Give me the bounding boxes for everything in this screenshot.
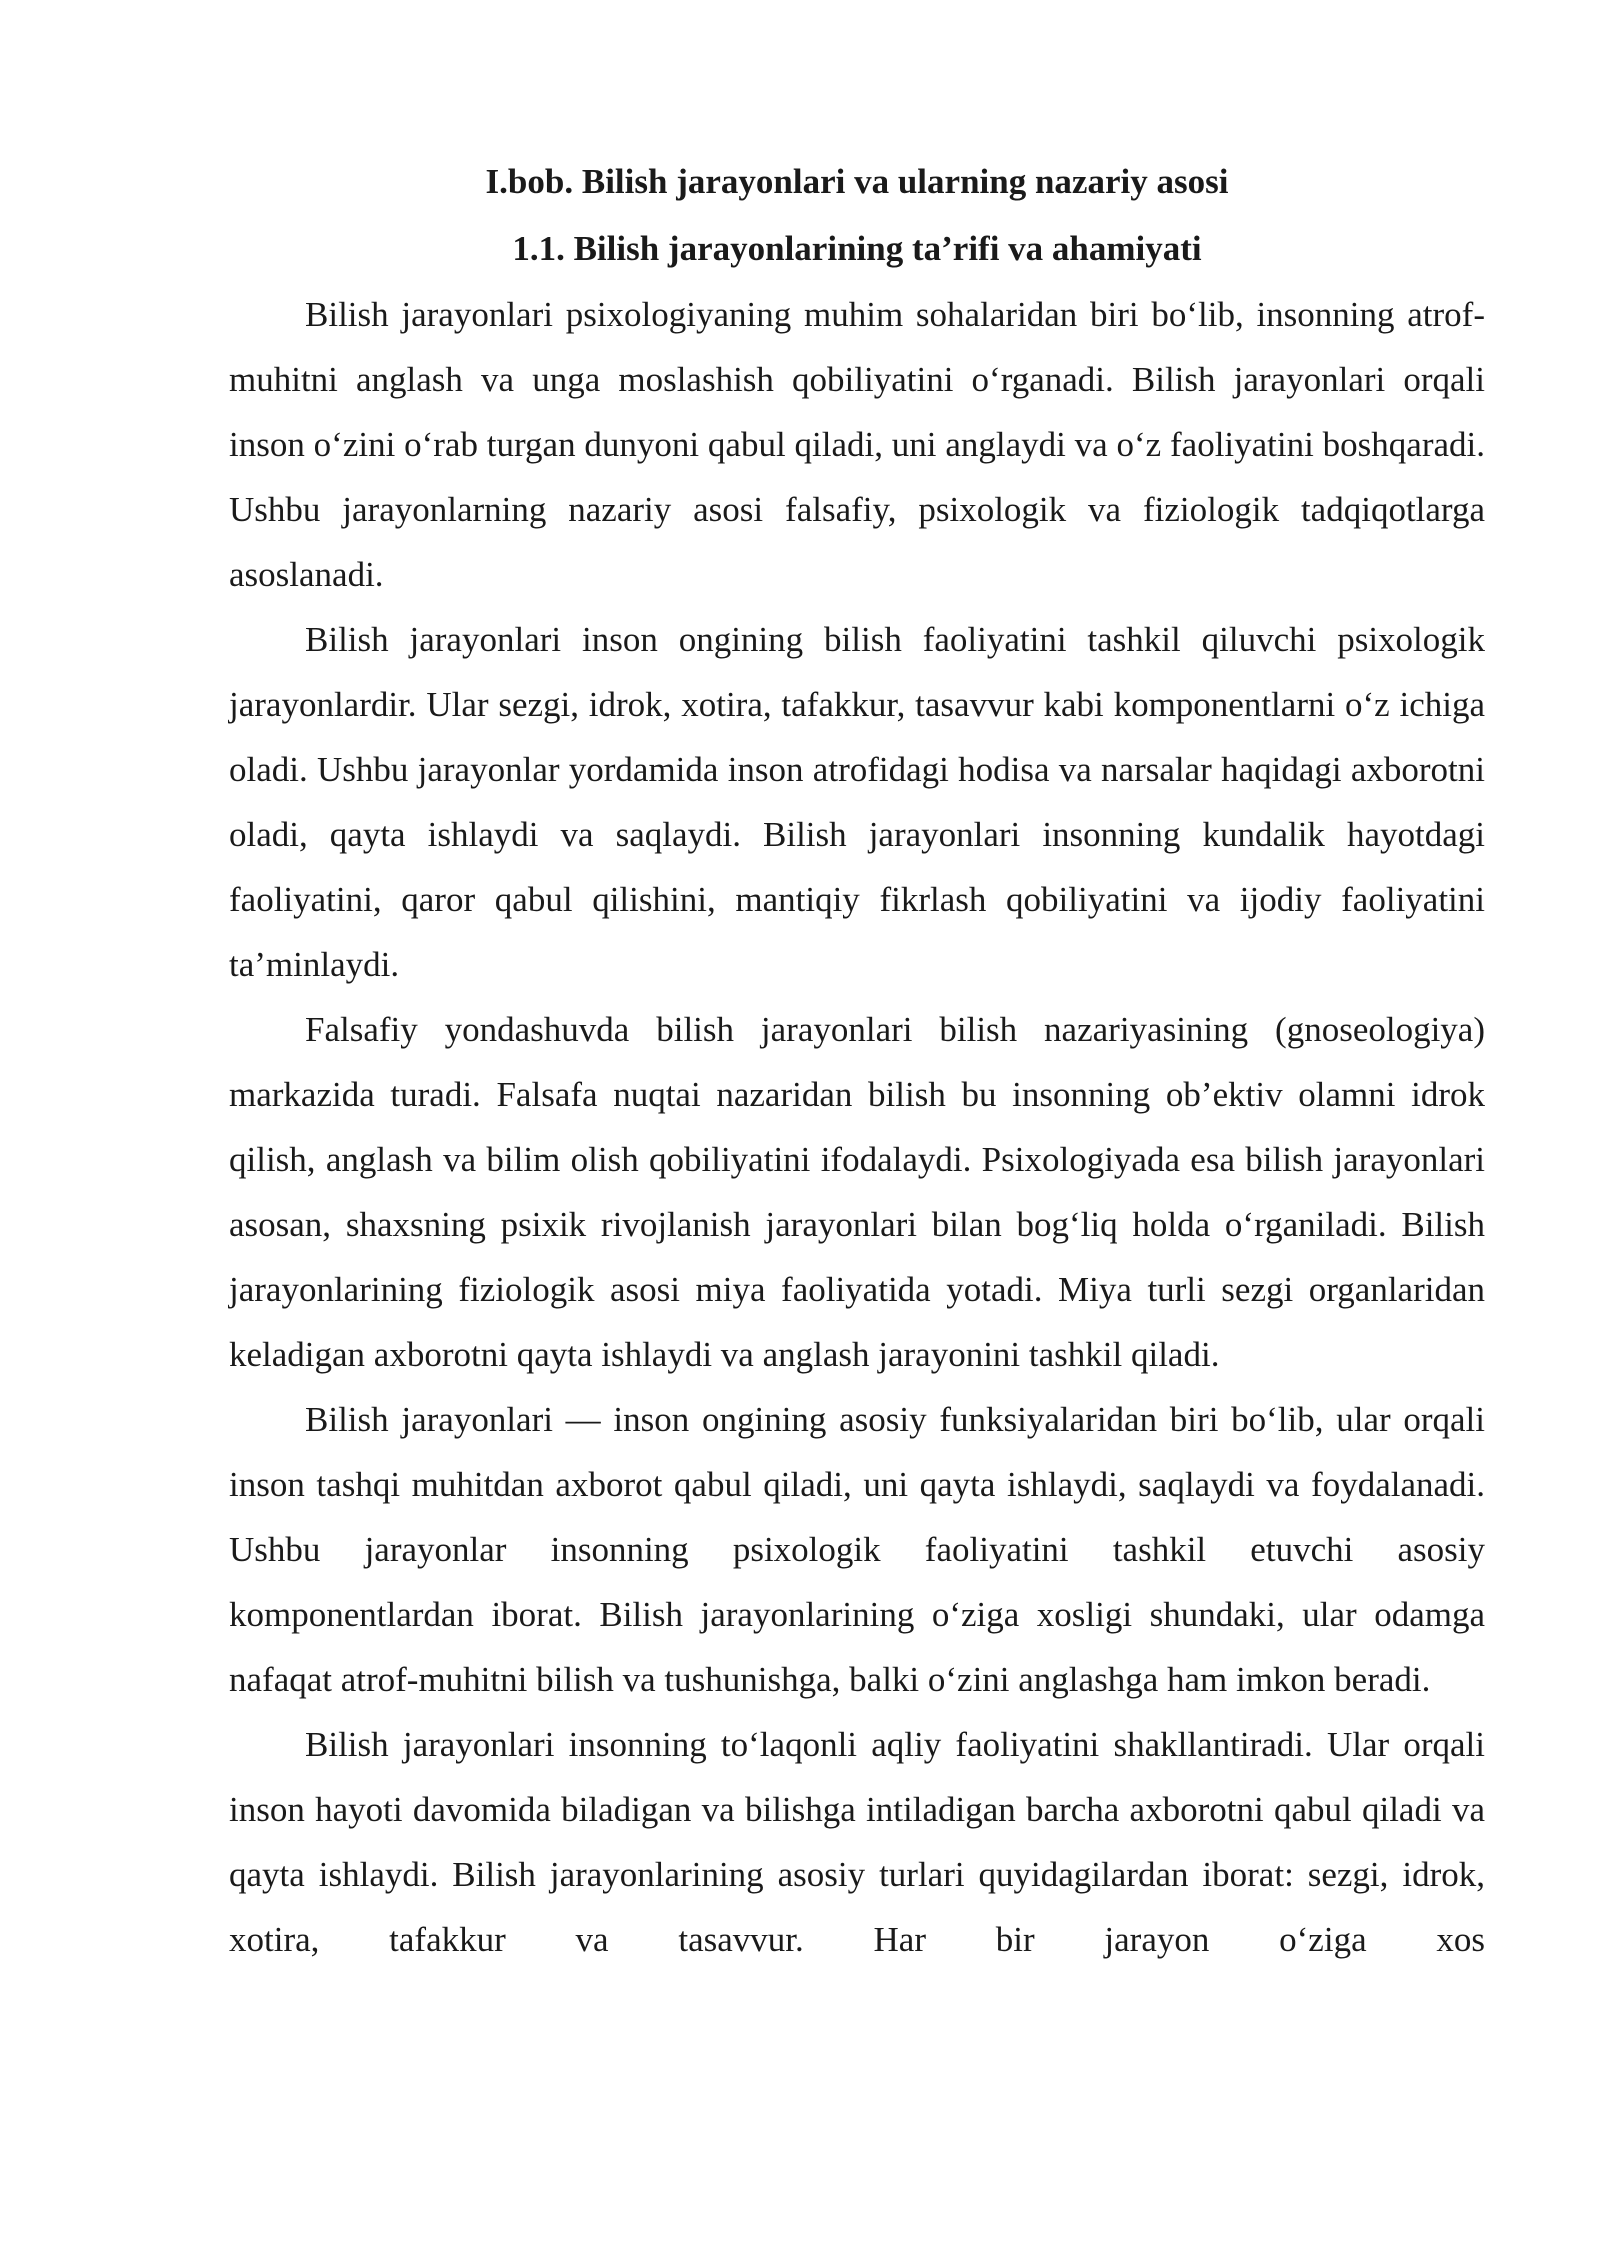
section-title: 1.1. Bilish jarayonlarining ta’rifi va ahamiyati — [512, 229, 1202, 268]
chapter-title: I.bob. Bilish jarayonlari va ularning nazariy asosi — [485, 162, 1229, 201]
body-paragraph-5: Bilish jarayonlari insonning to‘laqonli aqliy faoliyatini shakllantiradi. Ular orqali inson hayoti davomida biladigan va bilishga intiladigan barcha axborotni qabul qiladi va qayta ishlaydi. Bilish jarayonlarining asosiy turlari quyidagilardan iborat: sezgi, idrok, xotira, tafakkur va tasavvur. Har bir jarayon o‘ziga xos — [229, 1725, 1485, 1959]
body-paragraph-2: Bilish jarayonlari inson ongining bilish faoliyatini tashkil qiluvchi psixologik jarayonlardir. Ular sezgi, idrok, xotira, tafakkur, tasavvur kabi komponentlarni o‘z ichiga oladi. Ushbu jarayonlar yordamida inson atrofidagi hodisa va narsalar haqidagi axborotni oladi, qayta ishlaydi va saqlaydi. Bilish jarayonlari insonning kundalik hayotdagi faoliyatini, qaror qabul qilishini, mantiqiy fikrlash qobiliyatini va ijodiy faoliyatini ta’minlaydi. — [229, 620, 1485, 984]
body-paragraph-4: Bilish jarayonlari — inson ongining asosiy funksiyalaridan biri bo‘lib, ular orqali inson tashqi muhitdan axborot qabul qiladi, uni qayta ishlaydi, saqlaydi va foydalanadi. Ushbu jarayonlar insonning psixologik faoliyatini tashkil etuvchi asosiy komponentlardan iborat. Bilish jarayonlarining o‘ziga xosligi shundaki, ular odamga nafaqat atrof-muhitni bilish va tushunishga, balki o‘zini anglashga ham imkon beradi. — [229, 1400, 1485, 1699]
document-page — [229, 148, 1485, 1972]
body-paragraph-3: Falsafiy yondashuvda bilish jarayonlari bilish nazariyasining (gnoseologiya) markazida turadi. Falsafa nuqtai nazaridan bilish bu insonning ob’ektiv olamni idrok qilish, anglash va bilim olish qobiliyatini ifodalaydi. Psixologiyada esa bilish jarayonlari asosan, shaxsning psixik rivojlanish jarayonlari bilan bog‘liq holda o‘rganiladi. Bilish jarayonlarining fiziologik asosi miya faoliyatida yotadi. Miya turli sezgi organlaridan keladigan axborotni qayta ishlaydi va anglash jarayonini tashkil qiladi. — [229, 1010, 1485, 1374]
body-paragraph-1: Bilish jarayonlari psixologiyaning muhim sohalaridan biri bo‘lib, insonning atrof-muhitni anglash va unga moslashish qobiliyatini o‘rganadi. Bilish jarayonlari orqali inson o‘zini o‘rab turgan dunyoni qabul qiladi, uni anglaydi va o‘z faoliyatini boshqaradi. Ushbu jarayonlarning nazariy asosi falsafiy, psixologik va fiziologik tadqiqotlarga asoslanadi. — [229, 295, 1485, 594]
